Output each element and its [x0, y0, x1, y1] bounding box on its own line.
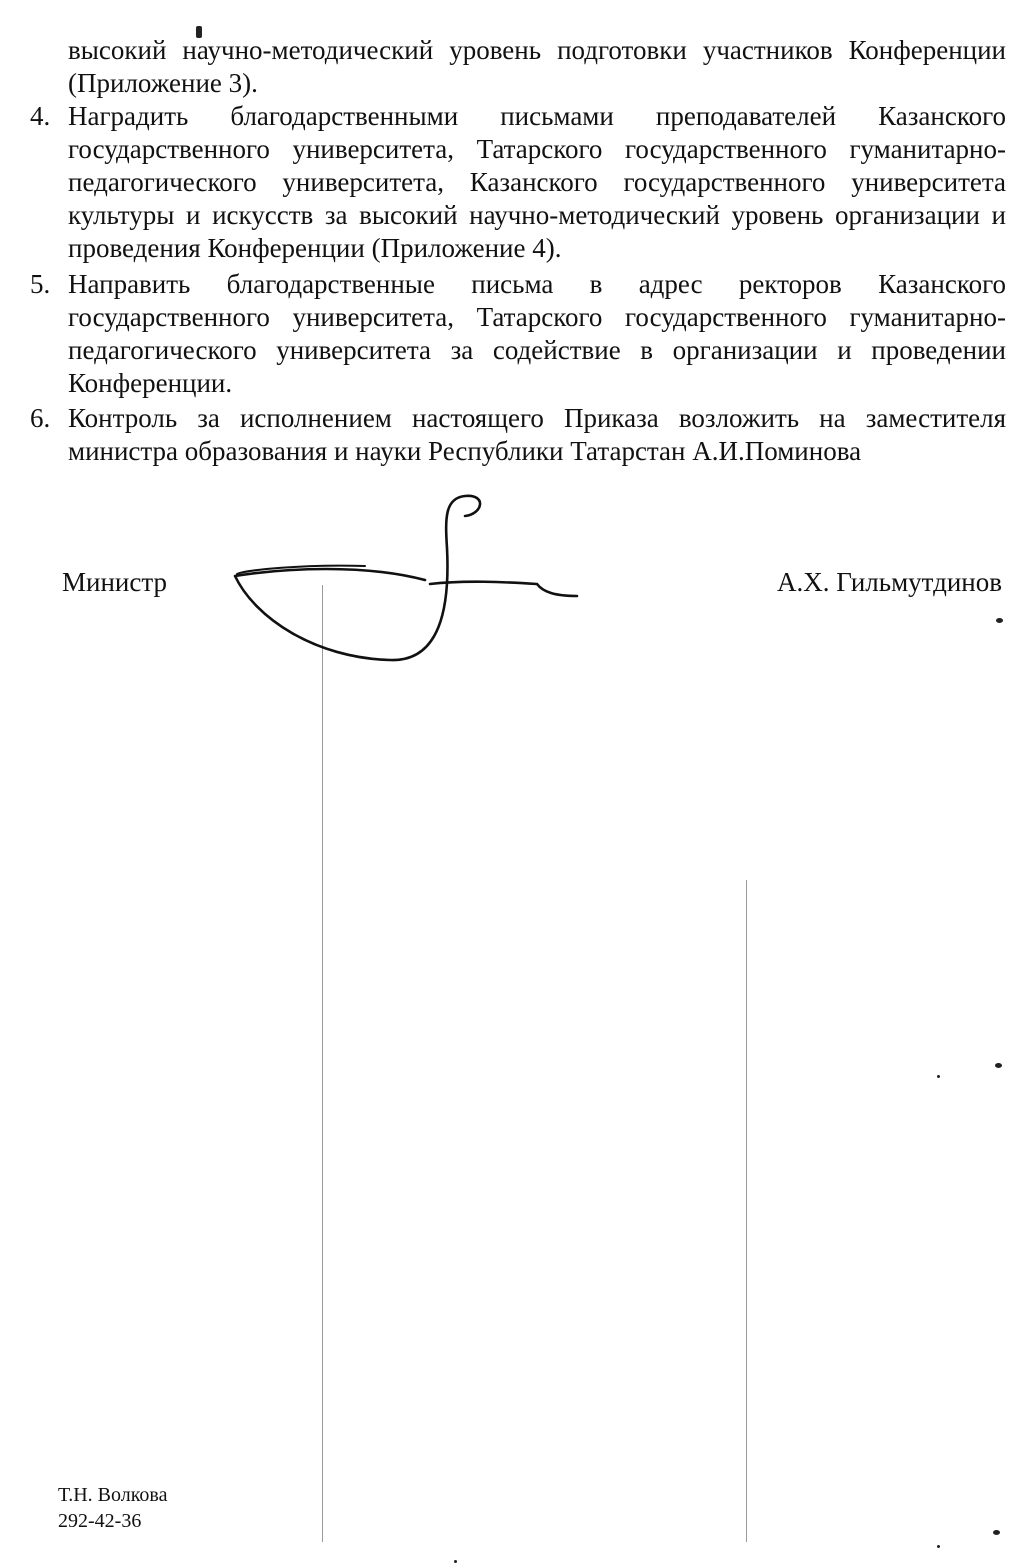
- list-item-number: 4.: [30, 101, 51, 131]
- handwritten-signature: [225, 488, 585, 668]
- paragraph-text: высокий научно-методический уровень подготовки участников Конференции (Приложение 3).: [68, 35, 1006, 98]
- list-item-number: 5.: [30, 269, 51, 299]
- list-item-6: [30, 402, 1006, 468]
- executor-phone: 292-42-36: [58, 1510, 142, 1532]
- signatory-name: А.Х. Гильмутдинов: [777, 567, 1002, 597]
- list-item-4: [30, 100, 1006, 265]
- list-item-number: 6.: [30, 403, 51, 433]
- list-item-text: Направить благодарственные письма в адрес ректоров Казанского государственного университета, Татарского государственного гуманитарно-педагогического университета за содействие в организации и проведении Конференции.: [68, 269, 1006, 398]
- executor-name: Т.Н. Волкова: [58, 1484, 168, 1506]
- signatory-title: Министр: [62, 567, 167, 597]
- scan-line-artifact: [322, 585, 323, 1542]
- scan-speck: [995, 1063, 1002, 1068]
- executor-footer: [58, 1482, 167, 1534]
- list-item-text: Наградить благодарственными письмами преподавателей Казанского государственного университета, Татарского государственного гуманитарно-педагогического университета, Казанского государственного университета культуры и искусств за высокий научно-методический уровень организации и проведения Конференции (Приложение 4).: [68, 101, 1006, 263]
- list-item-text: Контроль за исполнением настоящего Приказа возложить на заместителя министра образования и науки Республики Татарстан А.И.Поминова: [68, 403, 1006, 466]
- scan-speck: [996, 618, 1003, 623]
- list-item-5: [30, 268, 1006, 400]
- paragraph-continuation: [68, 34, 1006, 100]
- scan-speck: [993, 1530, 1000, 1535]
- scan-speck: [937, 1075, 940, 1078]
- scan-speck: [937, 1545, 940, 1548]
- scan-line-artifact: [746, 880, 747, 1542]
